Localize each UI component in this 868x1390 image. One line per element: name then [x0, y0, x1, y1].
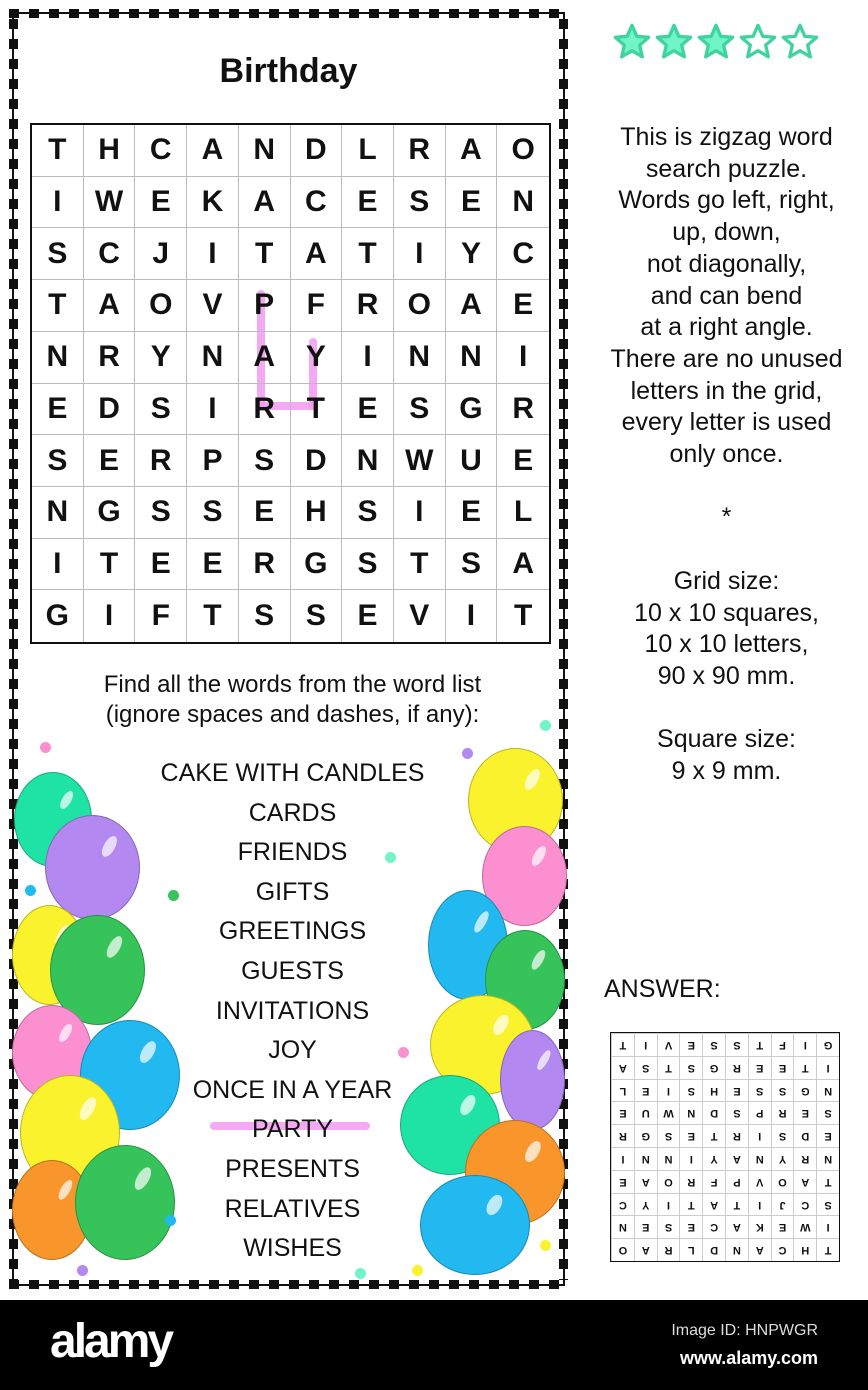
answer-cell: K: [748, 1215, 771, 1238]
grid-cell[interactable]: C: [135, 125, 187, 177]
answer-cell: I: [679, 1147, 702, 1170]
grid-cell[interactable]: A: [84, 280, 136, 332]
answer-cell: R: [679, 1170, 702, 1193]
answer-cell: S: [657, 1124, 680, 1147]
answer-cell: O: [771, 1170, 794, 1193]
answer-cell: J: [771, 1193, 794, 1216]
answer-cell: I: [748, 1124, 771, 1147]
grid-cell[interactable]: S: [394, 384, 446, 436]
answer-cell: S: [702, 1033, 725, 1056]
grid-cell[interactable]: S: [32, 228, 84, 280]
grid-cell[interactable]: S: [239, 435, 291, 487]
answer-cell: R: [611, 1124, 634, 1147]
confetti-dot: [25, 885, 36, 896]
word-list-item: RELATIVES: [224, 1194, 361, 1223]
grid-cell[interactable]: P: [187, 435, 239, 487]
grid-cell[interactable]: I: [84, 590, 136, 642]
answer-cell: T: [748, 1033, 771, 1056]
grid-cell[interactable]: T: [32, 125, 84, 177]
answer-cell: G: [702, 1056, 725, 1079]
answer-cell: E: [679, 1215, 702, 1238]
answer-cell: W: [793, 1215, 816, 1238]
answer-cell: N: [634, 1147, 657, 1170]
grid-cell[interactable]: C: [291, 177, 343, 229]
grid-cell[interactable]: F: [135, 590, 187, 642]
grid-cell[interactable]: N: [342, 435, 394, 487]
answer-cell: F: [702, 1170, 725, 1193]
description-line: [585, 534, 868, 566]
answer-cell: S: [725, 1101, 748, 1124]
answer-cell: W: [657, 1101, 680, 1124]
grid-cell[interactable]: E: [342, 177, 394, 229]
word-list-item: WISHES: [243, 1234, 342, 1263]
answer-cell: N: [611, 1215, 634, 1238]
grid-cell[interactable]: E: [446, 487, 498, 539]
grid-cell[interactable]: R: [239, 384, 291, 436]
answer-cell: A: [725, 1147, 748, 1170]
grid-cell[interactable]: C: [497, 228, 549, 280]
grid-cell[interactable]: I: [187, 228, 239, 280]
grid-cell[interactable]: R: [497, 384, 549, 436]
answer-cell: R: [771, 1101, 794, 1124]
grid-cell[interactable]: Y: [446, 228, 498, 280]
description-line: 90 x 90 mm.: [657, 661, 796, 690]
answer-cell: N: [816, 1147, 839, 1170]
grid-cell[interactable]: E: [239, 487, 291, 539]
grid-cell[interactable]: E: [446, 177, 498, 229]
grid-cell[interactable]: A: [239, 332, 291, 384]
description-line: Square size:: [657, 725, 796, 754]
confetti-dot: [40, 742, 51, 753]
answer-cell: G: [793, 1079, 816, 1102]
answer-cell: G: [816, 1033, 839, 1056]
answer-cell: R: [793, 1147, 816, 1170]
grid-cell[interactable]: A: [291, 228, 343, 280]
grid-cell[interactable]: N: [394, 332, 446, 384]
grid-cell[interactable]: E: [135, 177, 187, 229]
answer-cell: E: [771, 1215, 794, 1238]
answer-cell: D: [702, 1238, 725, 1261]
grid-cell[interactable]: T: [291, 384, 343, 436]
answer-cell: T: [611, 1033, 634, 1056]
description-line: 10 x 10 squares,: [634, 598, 819, 627]
puzzle-description: [585, 122, 868, 788]
balloon-icon: [45, 815, 140, 920]
answer-cell: V: [657, 1033, 680, 1056]
answer-cell: E: [771, 1056, 794, 1079]
description-line: *: [721, 503, 732, 532]
image-id: Image ID: HNPWGR: [671, 1322, 818, 1339]
word-list-item: FRIENDS: [237, 838, 348, 867]
grid-cell[interactable]: L: [497, 487, 549, 539]
grid-cell[interactable]: A: [446, 125, 498, 177]
description-line: [585, 693, 868, 725]
description-line: Grid size:: [673, 566, 780, 595]
grid-cell[interactable]: S: [342, 539, 394, 591]
answer-cell: E: [679, 1033, 702, 1056]
answer-cell: A: [634, 1170, 657, 1193]
instruction-line: Find all the words from the word list: [103, 671, 482, 698]
site-url: www.alamy.com: [679, 1348, 818, 1368]
description-line: [585, 471, 868, 503]
grid-cell[interactable]: S: [239, 590, 291, 642]
star-outline-icon: [780, 22, 820, 62]
answer-cell: E: [748, 1056, 771, 1079]
grid-cell[interactable]: K: [187, 177, 239, 229]
confetti-dot: [540, 720, 551, 731]
balloon-icon: [500, 1030, 565, 1130]
answer-cell: F: [771, 1033, 794, 1056]
grid-cell[interactable]: E: [187, 539, 239, 591]
grid-cell[interactable]: O: [135, 280, 187, 332]
grid-cell[interactable]: T: [239, 228, 291, 280]
grid-cell[interactable]: I: [32, 177, 84, 229]
answer-cell: L: [679, 1238, 702, 1261]
star-rating: [612, 22, 820, 62]
grid-cell[interactable]: N: [187, 332, 239, 384]
grid-cell[interactable]: E: [342, 590, 394, 642]
grid-cell[interactable]: R: [394, 125, 446, 177]
grid-cell[interactable]: N: [497, 177, 549, 229]
grid-cell[interactable]: T: [513, 599, 533, 633]
grid-cell[interactable]: I: [446, 590, 498, 642]
grid-cell[interactable]: C: [84, 228, 136, 280]
answer-cell: S: [816, 1101, 839, 1124]
word-list-item: GIFTS: [255, 877, 330, 906]
grid-cell[interactable]: S: [187, 487, 239, 539]
answer-cell: I: [611, 1147, 634, 1170]
answer-cell: E: [611, 1101, 634, 1124]
grid-cell[interactable]: S: [135, 384, 187, 436]
grid-cell[interactable]: A: [239, 177, 291, 229]
grid-cell[interactable]: G: [84, 487, 136, 539]
grid-cell[interactable]: N: [32, 332, 84, 384]
grid-cell[interactable]: T: [342, 228, 394, 280]
answer-cell: R: [725, 1124, 748, 1147]
answer-cell: O: [611, 1238, 634, 1261]
word-list-item: INVITATIONS: [215, 996, 370, 1025]
word-grid: [30, 123, 551, 644]
answer-cell: I: [793, 1033, 816, 1056]
confetti-dot: [77, 1265, 88, 1276]
answer-cell: T: [725, 1193, 748, 1216]
answer-cell: P: [748, 1101, 771, 1124]
answer-cell: T: [816, 1238, 839, 1261]
answer-cell: Y: [771, 1147, 794, 1170]
confetti-dot: [462, 748, 473, 759]
answer-cell: P: [725, 1170, 748, 1193]
grid-cell[interactable]: D: [84, 384, 136, 436]
answer-cell: G: [634, 1124, 657, 1147]
grid-cell[interactable]: E: [135, 539, 187, 591]
answer-cell: D: [793, 1124, 816, 1147]
answer-cell: L: [611, 1079, 634, 1102]
grid-cell[interactable]: D: [291, 125, 343, 177]
answer-cell: N: [748, 1147, 771, 1170]
confetti-dot: [355, 1268, 366, 1279]
grid-cell[interactable]: A: [446, 280, 498, 332]
answer-cell: U: [634, 1101, 657, 1124]
grid-cell[interactable]: G: [32, 590, 84, 642]
puzzle-title: Birthday: [219, 52, 358, 90]
answer-cell: C: [702, 1215, 725, 1238]
answer-cell: N: [657, 1147, 680, 1170]
word-list-item: GREETINGS: [218, 917, 367, 946]
confetti-dot: [540, 1240, 551, 1251]
grid-cell[interactable]: R: [239, 539, 291, 591]
answer-cell: E: [634, 1079, 657, 1102]
answer-cell: N: [679, 1101, 702, 1124]
answer-cell: S: [679, 1079, 702, 1102]
answer-grid: [610, 1032, 840, 1262]
description-line: Words go left, right,: [618, 186, 835, 215]
grid-cell[interactable]: R: [135, 435, 187, 487]
answer-cell: S: [725, 1033, 748, 1056]
grid-cell[interactable]: I: [187, 384, 239, 436]
answer-cell: N: [816, 1079, 839, 1102]
grid-cell[interactable]: R: [84, 332, 136, 384]
description-line: 10 x 10 letters,: [644, 630, 809, 659]
answer-cell: Y: [634, 1193, 657, 1216]
answer-cell: A: [748, 1238, 771, 1261]
grid-cell[interactable]: H: [84, 125, 136, 177]
grid-cell[interactable]: N: [446, 332, 498, 384]
answer-cell: E: [679, 1124, 702, 1147]
grid-cell[interactable]: I: [394, 487, 446, 539]
answer-cell: I: [748, 1193, 771, 1216]
answer-cell: R: [725, 1056, 748, 1079]
grid-cell[interactable]: Y: [135, 332, 187, 384]
description-line: search puzzle.: [645, 154, 808, 183]
grid-cell[interactable]: S: [446, 539, 498, 591]
grid-cell[interactable]: I: [32, 539, 84, 591]
answer-cell: S: [771, 1124, 794, 1147]
grid-cell[interactable]: U: [446, 435, 498, 487]
star-filled-icon: [654, 22, 694, 62]
grid-cell[interactable]: T: [84, 539, 136, 591]
answer-cell: V: [748, 1170, 771, 1193]
grid-cell[interactable]: G: [446, 384, 498, 436]
grid-cell[interactable]: T: [187, 590, 239, 642]
grid-cell[interactable]: P: [239, 280, 291, 332]
answer-cell: T: [679, 1193, 702, 1216]
word-list-item: PARTY: [251, 1115, 334, 1144]
answer-cell: E: [725, 1079, 748, 1102]
answer-cell: I: [657, 1193, 680, 1216]
answer-cell: S: [771, 1079, 794, 1102]
answer-cell: S: [816, 1193, 839, 1216]
answer-cell: T: [816, 1170, 839, 1193]
grid-cell[interactable]: I: [497, 332, 549, 384]
grid-cell[interactable]: V: [394, 590, 446, 642]
answer-cell: C: [611, 1193, 634, 1216]
answer-cell: H: [793, 1238, 816, 1261]
answer-cell: A: [793, 1170, 816, 1193]
answer-cell: E: [816, 1124, 839, 1147]
grid-cell[interactable]: E: [342, 384, 394, 436]
star-filled-icon: [612, 22, 652, 62]
grid-cell[interactable]: E: [32, 384, 84, 436]
grid-cell[interactable]: S: [342, 487, 394, 539]
answer-cell: I: [816, 1056, 839, 1079]
description-line: There are no unused: [610, 344, 843, 373]
answer-cell: I: [657, 1079, 680, 1102]
answer-cell: T: [793, 1056, 816, 1079]
word-list: [140, 754, 445, 1269]
answer-cell: A: [702, 1193, 725, 1216]
answer-cell: S: [657, 1215, 680, 1238]
answer-cell: S: [634, 1056, 657, 1079]
description-line: at a right angle.: [640, 313, 813, 342]
alamy-logo: alamy: [50, 1315, 172, 1368]
grid-cell[interactable]: L: [342, 125, 394, 177]
description-line: and can bend: [650, 281, 803, 310]
grid-cell[interactable]: W: [84, 177, 136, 229]
grid-cell[interactable]: H: [291, 487, 343, 539]
answer-cell: C: [793, 1193, 816, 1216]
grid-cell[interactable]: O: [497, 125, 549, 177]
star-outline-icon: [738, 22, 778, 62]
grid-cell[interactable]: V: [187, 280, 239, 332]
description-line: letters in the grid,: [630, 376, 823, 405]
grid-cell[interactable]: F: [291, 280, 343, 332]
description-line: up, down,: [672, 218, 781, 247]
grid-cell[interactable]: O: [394, 280, 446, 332]
description-line: not diagonally,: [646, 249, 807, 278]
grid-cell[interactable]: I: [342, 332, 394, 384]
answer-cell: A: [634, 1238, 657, 1261]
grid-cell[interactable]: W: [394, 435, 446, 487]
grid-cell[interactable]: S: [394, 177, 446, 229]
grid-cell[interactable]: N: [32, 487, 84, 539]
word-list-item: CARDS: [248, 798, 337, 827]
answer-cell: R: [657, 1238, 680, 1261]
word-list-item: PRESENTS: [225, 1154, 360, 1183]
answer-cell: T: [702, 1124, 725, 1147]
answer-label: ANSWER:: [604, 975, 721, 1003]
description-line: This is zigzag word: [620, 123, 833, 151]
grid-cell[interactable]: E: [497, 280, 549, 332]
word-list-item: CAKE WITH CANDLES: [160, 759, 425, 787]
word-list-item: JOY: [268, 1036, 317, 1065]
grid-cell[interactable]: A: [497, 539, 549, 591]
grid-cell[interactable]: E: [497, 435, 549, 487]
answer-cell: N: [725, 1238, 748, 1261]
answer-cell: E: [793, 1101, 816, 1124]
answer-cell: A: [611, 1056, 634, 1079]
grid-cell[interactable]: N: [239, 125, 291, 177]
grid-cell[interactable]: D: [291, 435, 343, 487]
grid-cell[interactable]: T: [32, 280, 84, 332]
grid-cell[interactable]: S: [32, 435, 84, 487]
word-list-item: ONCE IN A YEAR: [192, 1075, 393, 1104]
answer-cell: H: [702, 1079, 725, 1102]
answer-cell: S: [679, 1056, 702, 1079]
description-line: 9 x 9 mm.: [671, 757, 782, 786]
star-filled-icon: [696, 22, 736, 62]
description-line: only once.: [669, 440, 784, 469]
grid-cell[interactable]: E: [84, 435, 136, 487]
grid-cell[interactable]: S: [135, 487, 187, 539]
grid-cell[interactable]: T: [394, 539, 446, 591]
grid-cell[interactable]: A: [187, 125, 239, 177]
instruction-line: (ignore spaces and dashes, if any):: [105, 701, 480, 728]
grid-cell[interactable]: R: [342, 280, 394, 332]
grid-cell[interactable]: I: [394, 228, 446, 280]
word-list-item: GUESTS: [241, 956, 344, 985]
grid-cell[interactable]: Y: [291, 332, 343, 384]
answer-cell: E: [634, 1215, 657, 1238]
answer-cell: C: [771, 1238, 794, 1261]
answer-cell: D: [702, 1101, 725, 1124]
grid-cell[interactable]: J: [135, 228, 187, 280]
answer-cell: O: [657, 1170, 680, 1193]
answer-cell: I: [634, 1033, 657, 1056]
answer-cell: I: [816, 1215, 839, 1238]
grid-cell[interactable]: S: [291, 590, 343, 642]
answer-cell: A: [725, 1215, 748, 1238]
answer-cell: T: [657, 1056, 680, 1079]
answer-cell: E: [611, 1170, 634, 1193]
description-line: every letter is used: [621, 408, 832, 437]
footer-bar: [0, 1300, 868, 1390]
grid-cell[interactable]: G: [291, 539, 343, 591]
answer-cell: Y: [702, 1147, 725, 1170]
instructions: [0, 670, 585, 730]
answer-cell: S: [748, 1079, 771, 1102]
